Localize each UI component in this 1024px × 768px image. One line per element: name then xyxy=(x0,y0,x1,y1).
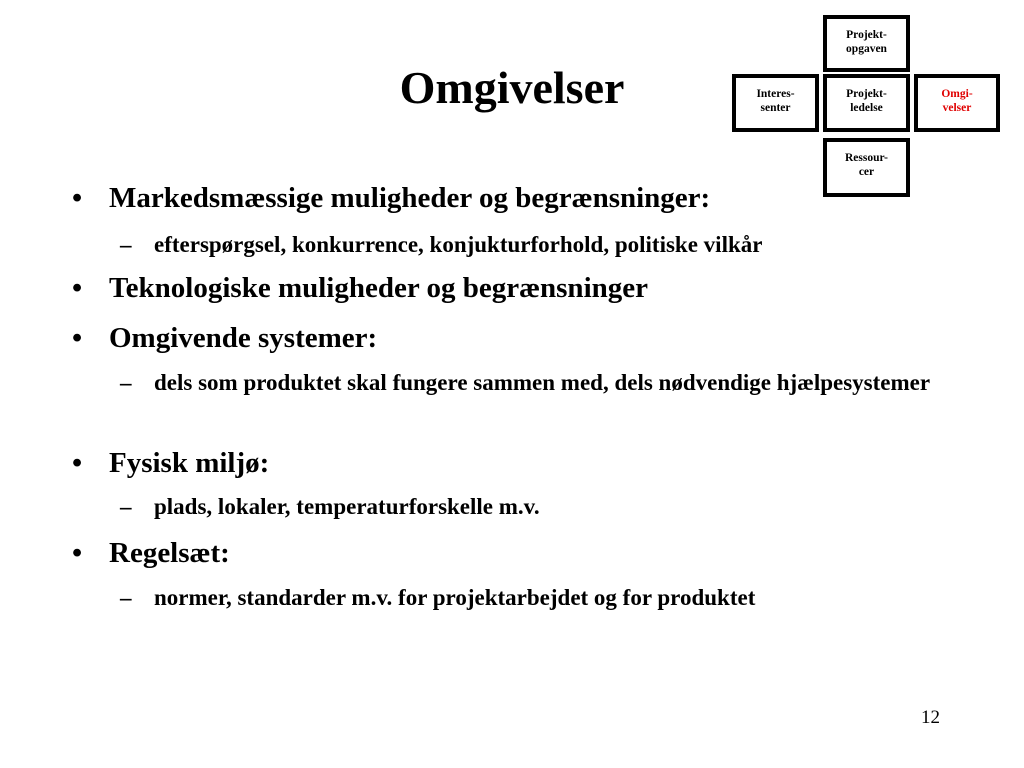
bullet-marker: • xyxy=(72,182,83,214)
dash-marker: – xyxy=(120,494,132,519)
sub-bullet-text: dels som produktet skal fungere sammen med, dels nødvendige hjælpesystemer xyxy=(154,370,931,395)
diagram-box-label-line2: senter xyxy=(760,102,791,114)
bullet-text: Fysisk miljø: xyxy=(109,447,270,479)
slide-title: Omgivelser xyxy=(399,62,625,113)
diagram-box-label-line1: Projekt- xyxy=(846,29,887,41)
diagram-box-label-line2: velser xyxy=(942,102,972,114)
diagram-box-label-line1: Projekt- xyxy=(846,88,887,100)
bullet-text: Omgivende systemer: xyxy=(109,322,378,354)
bullet-marker: • xyxy=(72,322,83,354)
diagram-box-interessenter xyxy=(732,74,819,132)
bullet-marker: • xyxy=(72,272,83,304)
diagram-box-projektledelse xyxy=(823,74,910,132)
diagram-box-label-line1: Ressour- xyxy=(844,152,888,164)
dash-marker: – xyxy=(120,370,132,395)
diagram-box-label-line1: Interes- xyxy=(756,88,795,100)
bullet-marker: • xyxy=(72,447,83,479)
sub-bullet-text: plads, lokaler, temperaturforskelle m.v. xyxy=(154,494,540,519)
bullet-text: Regelsæt: xyxy=(109,537,230,569)
bullet-text: Markedsmæssige muligheder og begrænsninger: xyxy=(109,182,711,214)
diagram-box-label-line1: Omgi- xyxy=(941,88,973,100)
sub-bullet-text: efterspørgsel, konkurrence, konjukturforhold, politiske vilkår xyxy=(154,232,763,257)
diagram-box-ressourcer xyxy=(823,138,910,197)
diagram-box-projekt-opgaven xyxy=(823,15,910,72)
dash-marker: – xyxy=(120,585,132,610)
bullet-text: Teknologiske muligheder og begrænsninger xyxy=(109,272,648,304)
bullet-marker: • xyxy=(72,537,83,569)
page-number: 12 xyxy=(921,707,940,728)
diagram-box-omgivelser xyxy=(914,74,1000,132)
sub-bullet-text: normer, standarder m.v. for projektarbejdet og for produktet xyxy=(154,585,756,610)
diagram-box-label-line2: opgaven xyxy=(846,43,887,55)
diagram-box-label-line2: cer xyxy=(858,166,875,178)
diagram-box-label-line2: ledelse xyxy=(850,102,883,114)
dash-marker: – xyxy=(120,232,132,257)
